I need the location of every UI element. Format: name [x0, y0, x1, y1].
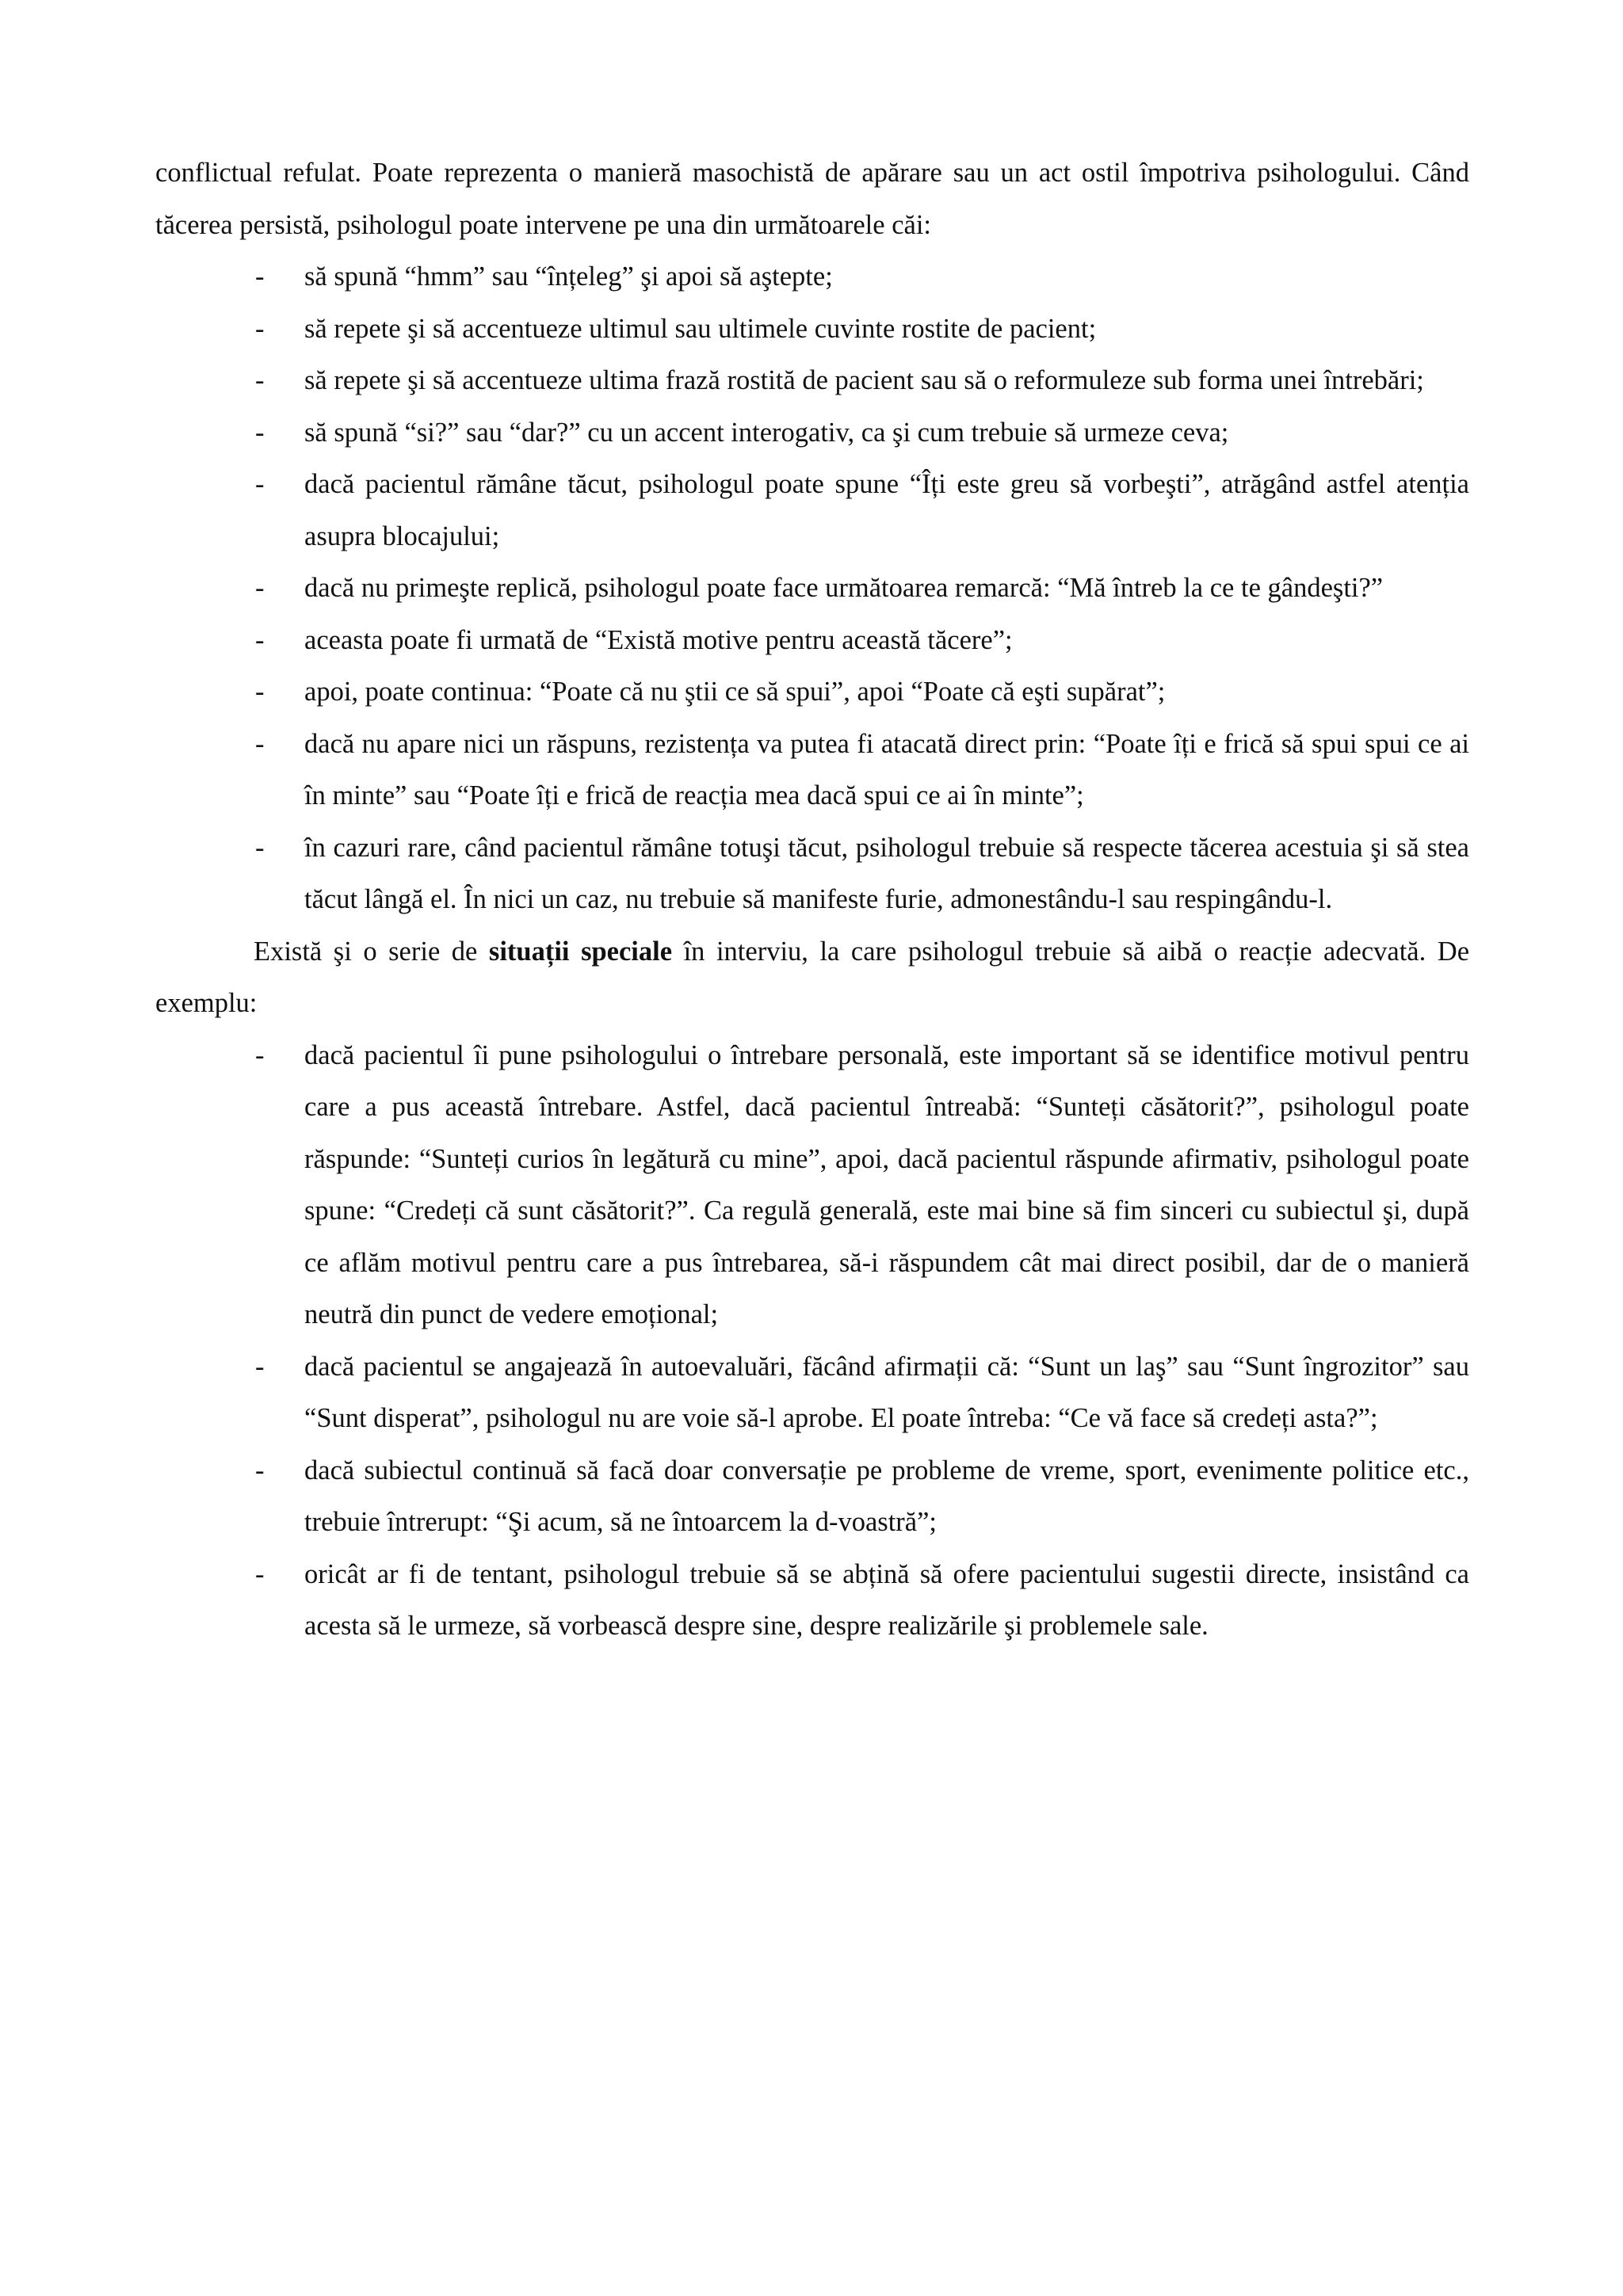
list-item — [155, 1341, 1469, 1445]
list-item-text: dacă nu primeşte replică, psihologul poate face următoarea remarcă: “Mă întreb la ce te gândeşti?” — [304, 573, 1384, 603]
list-item-text: aceasta poate fi urmată de “Există motive pentru această tăcere”; — [304, 624, 1013, 655]
paragraph-special-situations — [155, 926, 1469, 1030]
bullet-dash: - — [255, 417, 265, 448]
list-item — [155, 303, 1469, 356]
list-item — [155, 822, 1469, 926]
bullet-dash: - — [255, 624, 265, 655]
list-item-text: dacă subiectul continuă să facă doar conversație pe probleme de vreme, sport, evenimente politice etc., trebuie întrerupt: “Şi acum, să ne întoarcem la d-voastră”; — [304, 1455, 1469, 1537]
list-item — [155, 615, 1469, 667]
list-item — [155, 459, 1469, 563]
bullet-dash: - — [255, 365, 265, 395]
list-item-text: să spună “hmm” sau “înțeleg” şi apoi să aştepte; — [304, 261, 833, 292]
list-item — [155, 563, 1469, 615]
list-item — [155, 1030, 1469, 1341]
bullet-dash: - — [255, 573, 265, 603]
list-item — [155, 719, 1469, 822]
silence-interventions-list — [155, 251, 1469, 926]
list-item — [155, 1445, 1469, 1549]
list-item-text: dacă pacientul rămâne tăcut, psihologul poate spune “Îți este greu să vorbeşti”, atrăgând astfel atenția asupra blocajului; — [304, 469, 1469, 551]
bullet-dash: - — [255, 1558, 265, 1589]
special-situations-list — [155, 1030, 1469, 1653]
bullet-dash: - — [255, 1039, 265, 1070]
list-item-text: să repete şi să accentueze ultimul sau ultimele cuvinte rostite de pacient; — [304, 313, 1097, 344]
bullet-dash: - — [255, 313, 265, 344]
document-page — [155, 147, 1469, 1653]
list-item — [155, 355, 1469, 407]
list-item-text: dacă pacientul îi pune psihologului o întrebare personală, este important să se identifice motivul pentru care a pus această întrebare. Astfel, dacă pacientul întreabă: “Sunteți căsătorit?”, psihologul poate răspunde: “Sunteți curios în legătură cu mine”, apoi, dacă pacientul răspunde afirmativ, psihologul poate spune: “Credeți că sunt căsătorit?”. Ca regulă generală, este mai bine să fim sinceri cu subiectul şi, după ce aflăm motivul pentru care a pus întrebarea, să-i răspundem cât mai direct posibil, dar de o manieră neutră din punct de vedere emoțional; — [304, 1039, 1469, 1329]
paragraph-text: Există şi o serie de — [254, 936, 489, 967]
list-item-text: oricât ar fi de tentant, psihologul trebuie să se abțină să ofere pacientului sugestii directe, insistând ca acesta să le urmeze, să vorbească despre sine, despre realizările şi problemele sale. — [304, 1558, 1469, 1641]
list-item — [155, 251, 1469, 303]
bullet-dash: - — [255, 469, 265, 499]
list-item-text: să spună “si?” sau “dar?” cu un accent interogativ, ca şi cum trebuie să urmeze ceva; — [304, 417, 1229, 448]
list-item-text: apoi, poate continua: “Poate că nu ştii ce să spui”, apoi “Poate că eşti supărat”; — [304, 677, 1166, 707]
list-item-text: dacă nu apare nici un răspuns, rezistența va putea fi atacată direct prin: “Poate îți e frică să spui spui ce ai în minte” sau “Poate îți e frică de reacția mea dacă spui ce ai în minte”; — [304, 728, 1469, 810]
paragraph-text: în interviu, la care psihologul trebuie să aibă o reacție adecvată. De exemplu: — [155, 936, 1470, 1018]
bullet-dash: - — [255, 261, 265, 292]
list-item-text: în cazuri rare, când pacientul rămâne totuşi tăcut, psihologul trebuie să respecte tăcerea acestuia şi să stea tăcut lângă el. În nici un caz, nu trebuie să manifeste furie, admonestându-l sau respingându-l. — [304, 832, 1469, 914]
list-item-text: să repete şi să accentueze ultima frază rostită de pacient sau să o reformuleze sub forma unei întrebări; — [304, 365, 1424, 395]
paragraph-silence-intro: conflictual refulat. Poate reprezenta o manieră masochistă de apărare sau un act ostil împotriva psihologului. Când tăcerea persistă, psihologul poate intervene pe una din următoarele căi: — [155, 158, 1469, 240]
bullet-dash: - — [255, 728, 265, 759]
bullet-dash: - — [255, 677, 265, 707]
list-item — [155, 666, 1469, 719]
list-item — [155, 1549, 1469, 1653]
list-item-text: dacă pacientul se angajează în autoevaluări, făcând afirmații că: “Sunt un laş” sau “Sunt îngrozitor” sau “Sunt disperat”, psihologul nu are voie să-l aprobe. El poate întreba: “Ce vă face să credeți asta?”; — [304, 1351, 1469, 1433]
list-item — [155, 407, 1469, 460]
bullet-dash: - — [255, 1455, 265, 1486]
bullet-dash: - — [255, 1351, 265, 1382]
bullet-dash: - — [255, 832, 265, 863]
bold-term: situații speciale — [488, 936, 673, 967]
